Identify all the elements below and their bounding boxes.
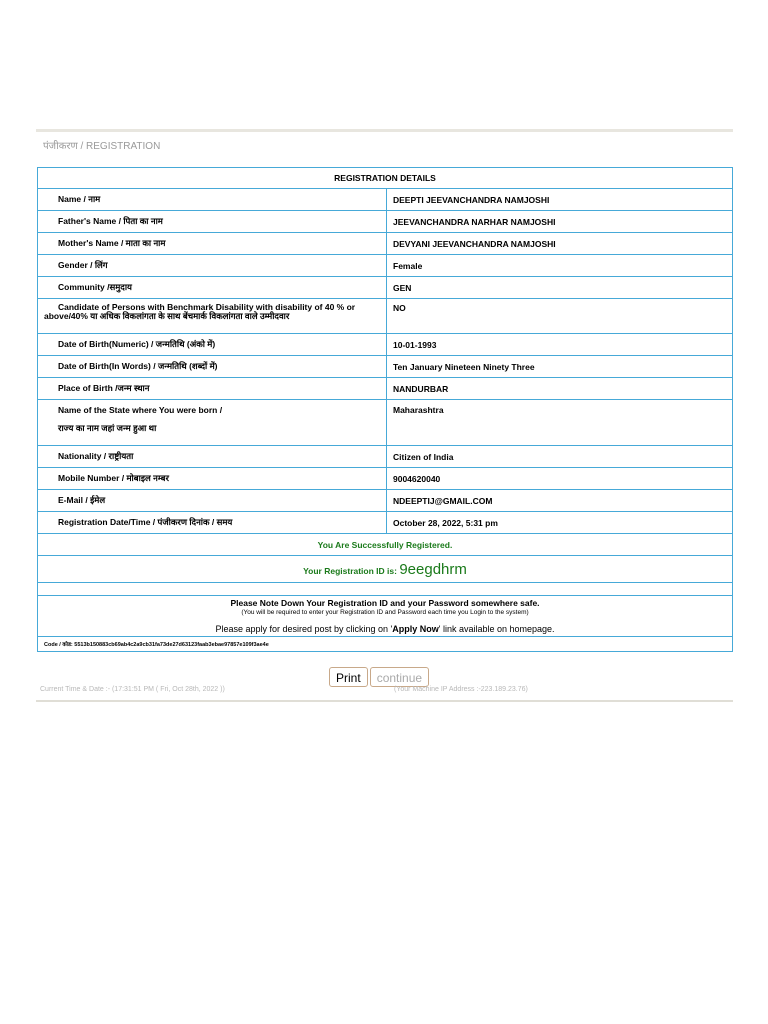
table-row	[38, 512, 733, 534]
row-label: Candidate of Persons with Benchmark Disability with disability of 40 % or above/40% या अधिक विकलांगता के साथ बेंचमार्क विकलांगता वाले उम्मीदवार	[38, 299, 387, 334]
row-value: NO	[387, 299, 733, 334]
row-label: Gender / लिंग	[38, 255, 387, 277]
print-button[interactable]: Print	[329, 667, 368, 687]
table-row	[38, 189, 733, 211]
registration-id-label: Your Registration ID is:	[303, 565, 397, 576]
table-row	[38, 468, 733, 490]
spacer-row	[38, 583, 733, 596]
row-value: Female	[387, 255, 733, 277]
apply-text-post: ' link available on homepage.	[438, 624, 555, 634]
row-value: October 28, 2022, 5:31 pm	[387, 512, 733, 534]
code-hash: Code / कोड: 5513b150883cb69ab4c2a9cb31fa73de27d63123faab3ebae97857e109f3ae4e	[38, 637, 733, 652]
row-value: NANDURBAR	[387, 378, 733, 400]
row-label: Date of Birth(In Words) / जन्मतिथि (शब्दों में)	[38, 356, 387, 378]
success-message: You Are Successfully Registered.	[38, 534, 733, 556]
table-row	[38, 211, 733, 233]
table-row	[38, 490, 733, 512]
continue-button[interactable]: continue	[370, 667, 429, 687]
row-value: Citizen of India	[387, 446, 733, 468]
table-row	[38, 233, 733, 255]
row-label: Mother's Name / माता का नाम	[38, 233, 387, 255]
table-row	[38, 255, 733, 277]
table-row	[38, 400, 733, 446]
row-value: Maharashtra	[387, 400, 733, 446]
table-row	[38, 334, 733, 356]
apply-instruction	[44, 624, 726, 634]
row-value: JEEVANCHANDRA NARHAR NAMJOSHI	[387, 211, 733, 233]
registration-id-value: 9eegdhrm	[399, 560, 467, 578]
row-label-line2: राज्य का नाम जहां जन्म हुआ था	[58, 423, 157, 433]
row-label: Name / नाम	[38, 189, 387, 211]
row-value: Ten January Nineteen Ninety Three	[387, 356, 733, 378]
registration-panel	[36, 129, 733, 702]
table-row	[38, 356, 733, 378]
apply-text-pre: Please apply for desired post by clicking on '	[215, 624, 393, 634]
table-row	[38, 277, 733, 299]
row-label: Date of Birth(Numeric) / जन्मतिथि (अंको में)	[38, 334, 387, 356]
note-subtext: (You will be required to enter your Registration ID and Password each time you Login to the system)	[241, 609, 529, 616]
note-cell	[38, 596, 733, 637]
row-value: GEN	[387, 277, 733, 299]
apply-now-text: Apply Now	[392, 624, 439, 634]
row-value: 10-01-1993	[387, 334, 733, 356]
table-row	[38, 299, 733, 334]
row-label: Father's Name / पिता का नाम	[38, 211, 387, 233]
row-value: DEVYANI JEEVANCHANDRA NAMJOSHI	[387, 233, 733, 255]
row-value: 9004620040	[387, 468, 733, 490]
row-label: Community /समुदाय	[38, 277, 387, 299]
row-label: Mobile Number / मोबाइल नम्बर	[38, 468, 387, 490]
machine-ip: (Your Machine IP Address :-223.189.23.76)	[394, 686, 528, 693]
row-label: Registration Date/Time / पंजीकरण दिनांक / समय	[38, 512, 387, 534]
button-group	[329, 667, 429, 687]
row-label: Place of Birth /जन्म स्थान	[38, 378, 387, 400]
row-value: DEEPTI JEEVANCHANDRA NAMJOSHI	[387, 189, 733, 211]
current-time-date: Current Time & Date :- (17:31:51 PM ( Fri, Oct 28th, 2022 ))	[40, 686, 225, 693]
row-label	[38, 400, 387, 446]
breadcrumb: पंजीकरण / REGISTRATION	[43, 141, 161, 152]
note-title: Please Note Down Your Registration ID and your Password somewhere safe.	[230, 598, 540, 608]
table-title: REGISTRATION DETAILS	[38, 168, 733, 189]
row-label-line1: Name of the State where You were born /	[58, 405, 223, 415]
row-label: Nationality / राष्ट्रीयता	[38, 446, 387, 468]
table-row	[38, 378, 733, 400]
row-label: E-Mail / ईमेल	[38, 490, 387, 512]
registration-id-cell	[38, 556, 733, 583]
registration-table	[37, 167, 733, 652]
table-row	[38, 446, 733, 468]
row-value: NDEEPTIJ@GMAIL.COM	[387, 490, 733, 512]
